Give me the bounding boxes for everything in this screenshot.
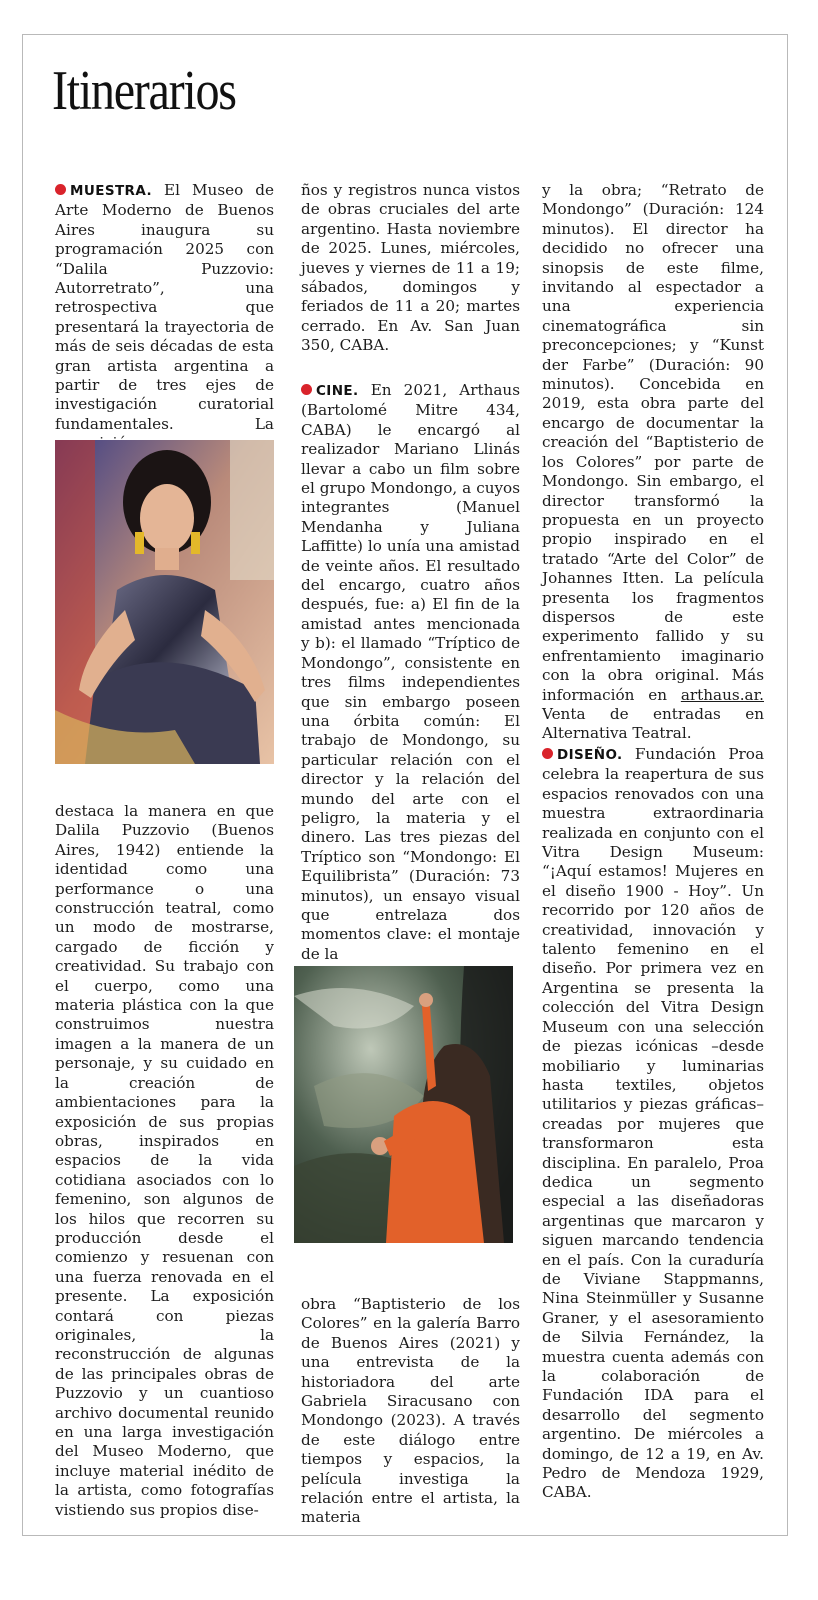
muestra-text-1: El Museo de Arte Moderno de Buenos Aires inaugura su programación 2025 con “Dalila Puzzovio: Autorretrato”, una retrospectiva que presentará la trayectoria de más de seis décadas de esta gran artista argentina a partir de tres ejes de investigación curatorial fundamentales. La (55, 181, 274, 433)
cine-paragraph-start (301, 381, 520, 964)
cine-kicker: CINE. (316, 383, 359, 399)
muestra-kicker: MUESTRA. (70, 183, 152, 199)
mondongo-painting-photo (294, 966, 513, 1243)
cine-paragraph-continued (301, 1295, 520, 1528)
cine-text-3: y la obra; “Retrato de Mondongo” (Duración: 124 minutos). El director ha decidido no ofrecer una sinopsis de este filme, invitando al espectador a una experiencia cinematográfica sin preconcepciones; y “Kunst der Farbe” (Duración: 90 minutos). Concebida en 2019, esta obra parte del encargo de documentar la creación del “Baptisterio de los Colores” por parte de Mondongo. Sin embargo, el director transformó la propuesta en un proyecto propio inspirado en el tratado “Arte del Color” de Johannes Itten. La película presenta los fragmentos dispersos de este experimento fallido y su enfrentamiento imaginario con la obra original. Más información en (542, 181, 764, 704)
column-2-top (301, 181, 520, 356)
dalila-puzzovio-photo (55, 440, 274, 764)
section-title: Itinerarios (52, 60, 236, 122)
bullet-dot-icon (542, 748, 553, 759)
muestra-text-2: destaca la manera en que Dalila Puzzovio (Buenos Aires, 1942) entiende la identidad como una performance o una construcción teatral, como un modo de mostrarse, cargado de ficción y creatividad. Su trabajo con el cuerpo, como una materia plástica con la que construimos nuestra imagen a la manera de un personaje, y su cuidado en la creación de ambientaciones para la exposición de sus propias obras, inspirados en espacios de la vida cotidiana asociados con lo femenino, son algunos de los hilos que recorren su producción desde el comienzo y resuenan con una fuerza renovada en el presente. La exposición contará con piezas originales, la reconstrucción de algunas de las principales obras de Puzzovio y un cuantioso archivo documental reunido en una larga investigación del Museo Moderno, que incluye material inédito de la artista, como fotografías vistiendo sus propios dise- (55, 802, 274, 1519)
cine-paragraph-end (542, 181, 764, 744)
cine-text-1: En 2021, Arthaus (Bartolomé Mitre 434, CABA) le encargó al realizador Mariano Llinás llevar a cabo un film sobre el grupo Mondongo, a cuyos integrantes (Manuel Mendanha y Juliana Laffitte) lo unía una amistad de veinte años. El resultado del encargo, cuatro años después, fue: a) El fin de la amistad antes mencionada y b): el llamado “Tríptico de Mondongo”, consistente en tres films independientes que sin embargo poseen una órbita común: El trabajo de Mondongo, su particular relación con el director y la relación del mundo del arte con el peligro, la materia y el dinero. Las tres piezas del Tríptico son “Mondongo: El Equilibrista” (Duración: 73 minutos), un ensayo visual que entrelaza dos momentos clave: el montaje de la (301, 381, 520, 963)
painter-illustration (294, 966, 513, 1243)
muestra-text-3: ños y registros nunca vistos de obras cruciales del arte argentino. Hasta noviembre de 2025. Lunes, miércoles, jueves y viernes de 11 a 19; sábados, domingos y feriados de 11 a 20; martes cerrado. En Av. San Juan 350, CABA. (301, 181, 520, 355)
bullet-dot-icon (301, 384, 312, 395)
portrait-illustration (55, 440, 274, 764)
cine-text-4: Venta de entradas en Alternativa Teatral. (542, 704, 764, 743)
diseno-text: Fundación Proa celebra la reapertura de sus espacios renovados con una muestra extraordinaria realizada en conjunto con el Vitra Design Museum: “¡Aquí estamos! Mujeres en el diseño 1900 - Hoy”. Un recorrido por 120 años de creatividad, innovación y talento femenino en el diseño. Por primera vez en Argentina se presenta la colección del Vitra Design Museum con una selección de piezas icónicas –desde mobiliario y luminarias hasta textiles, objetos utilitarios y piezas gráficas– creadas por mujeres que transformaron esta disciplina. En paralelo, Proa dedica un segmento especial a las diseñadoras argentinas que marcaron y siguen marcando tendencia en el país. Con la curaduría de Viviane Stappmanns, Nina Steinmüller y Susanne Graner, y el asesoramiento de Silvia Fernández, la muestra cuenta además con la colaboración de Fundación IDA para el desarrollo del segmento argentino. De miércoles a domingo, de 12 a 19, en Av. Pedro de Mendoza 1929, CABA. (542, 745, 764, 1502)
diseno-paragraph (542, 745, 764, 1503)
muestra-paragraph-start (55, 181, 274, 454)
bullet-dot-icon (55, 184, 66, 195)
cine-text-2: obra “Baptisterio de los Colores” en la galería Barro de Buenos Aires (2021) y una entrevista de la historiadora del arte Gabriela Siracusano con Mondongo (2023). A través de este diálogo entre tiempos y espacios, la película investiga la relación entre el artista, la materia (301, 1295, 520, 1527)
diseno-kicker: DISEÑO. (557, 747, 623, 763)
arthaus-link[interactable]: arthaus.ar. (680, 685, 764, 704)
muestra-paragraph-continued (55, 802, 274, 1520)
